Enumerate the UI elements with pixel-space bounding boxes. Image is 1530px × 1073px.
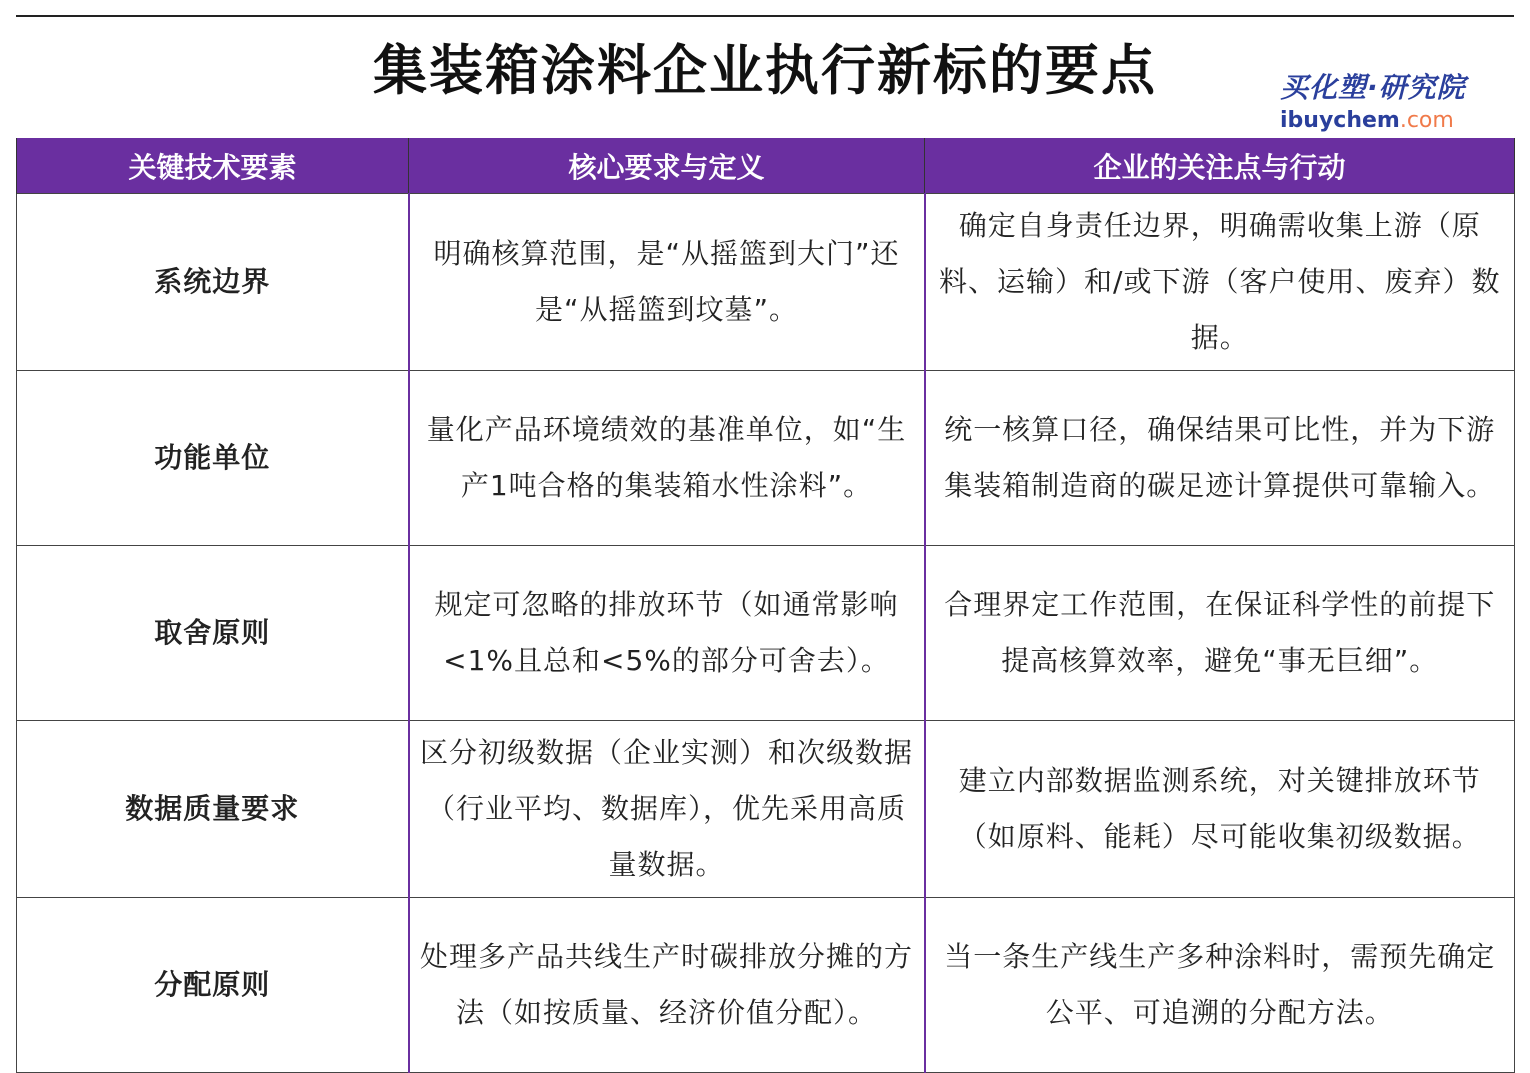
- definition-cell: 规定可忽略的排放环节（如通常影响<1%且总和<5%的部分可舍去）。: [409, 546, 925, 721]
- logo-en-suffix: .com: [1399, 108, 1454, 133]
- logo-cn: 买化塑·研究院: [1280, 71, 1466, 104]
- definition-cell: 量化产品环境绩效的基准单位，如“生产1吨合格的集装箱水性涂料”。: [409, 371, 925, 546]
- definition-cell: 处理多产品共线生产时碳排放分摊的方法（如按质量、经济价值分配）。: [409, 898, 925, 1073]
- column-header: 企业的关注点与行动: [925, 138, 1515, 194]
- column-header: 关键技术要素: [17, 138, 409, 194]
- logo-en: [1280, 108, 1480, 133]
- action-cell: 统一核算口径，确保结果可比性，并为下游集装箱制造商的碳足迹计算提供可靠输入。: [925, 371, 1515, 546]
- table-row: [17, 371, 1515, 546]
- logo-en-main: ibuychem: [1280, 108, 1400, 133]
- page-title: 集装箱涂料企业执行新标的要点: [373, 39, 1157, 102]
- action-cell: 建立内部数据监测系统，对关键排放环节（如原料、能耗）尽可能收集初级数据。: [925, 721, 1515, 898]
- table-header-row: [17, 138, 1515, 194]
- action-cell: 确定自身责任边界，明确需收集上游（原料、运输）和/或下游（客户使用、废弃）数据。: [925, 194, 1515, 371]
- column-header: 核心要求与定义: [409, 138, 925, 194]
- table-row: [17, 194, 1515, 371]
- definition-cell: 区分初级数据（企业实测）和次级数据（行业平均、数据库），优先采用高质量数据。: [409, 721, 925, 898]
- table-row: [17, 721, 1515, 898]
- table-row: [17, 546, 1515, 721]
- element-cell: 分配原则: [17, 898, 409, 1073]
- element-cell: 取舍原则: [17, 546, 409, 721]
- action-cell: 当一条生产线生产多种涂料时，需预先确定公平、可追溯的分配方法。: [925, 898, 1515, 1073]
- requirements-table: [16, 138, 1515, 1073]
- brand-logo: [1280, 66, 1480, 133]
- element-cell: 功能单位: [17, 371, 409, 546]
- definition-cell: 明确核算范围，是“从摇篮到大门”还是“从摇篮到坟墓”。: [409, 194, 925, 371]
- table-row: [17, 898, 1515, 1073]
- element-cell: 系统边界: [17, 194, 409, 371]
- element-cell: 数据质量要求: [17, 721, 409, 898]
- action-cell: 合理界定工作范围，在保证科学性的前提下提高核算效率，避免“事无巨细”。: [925, 546, 1515, 721]
